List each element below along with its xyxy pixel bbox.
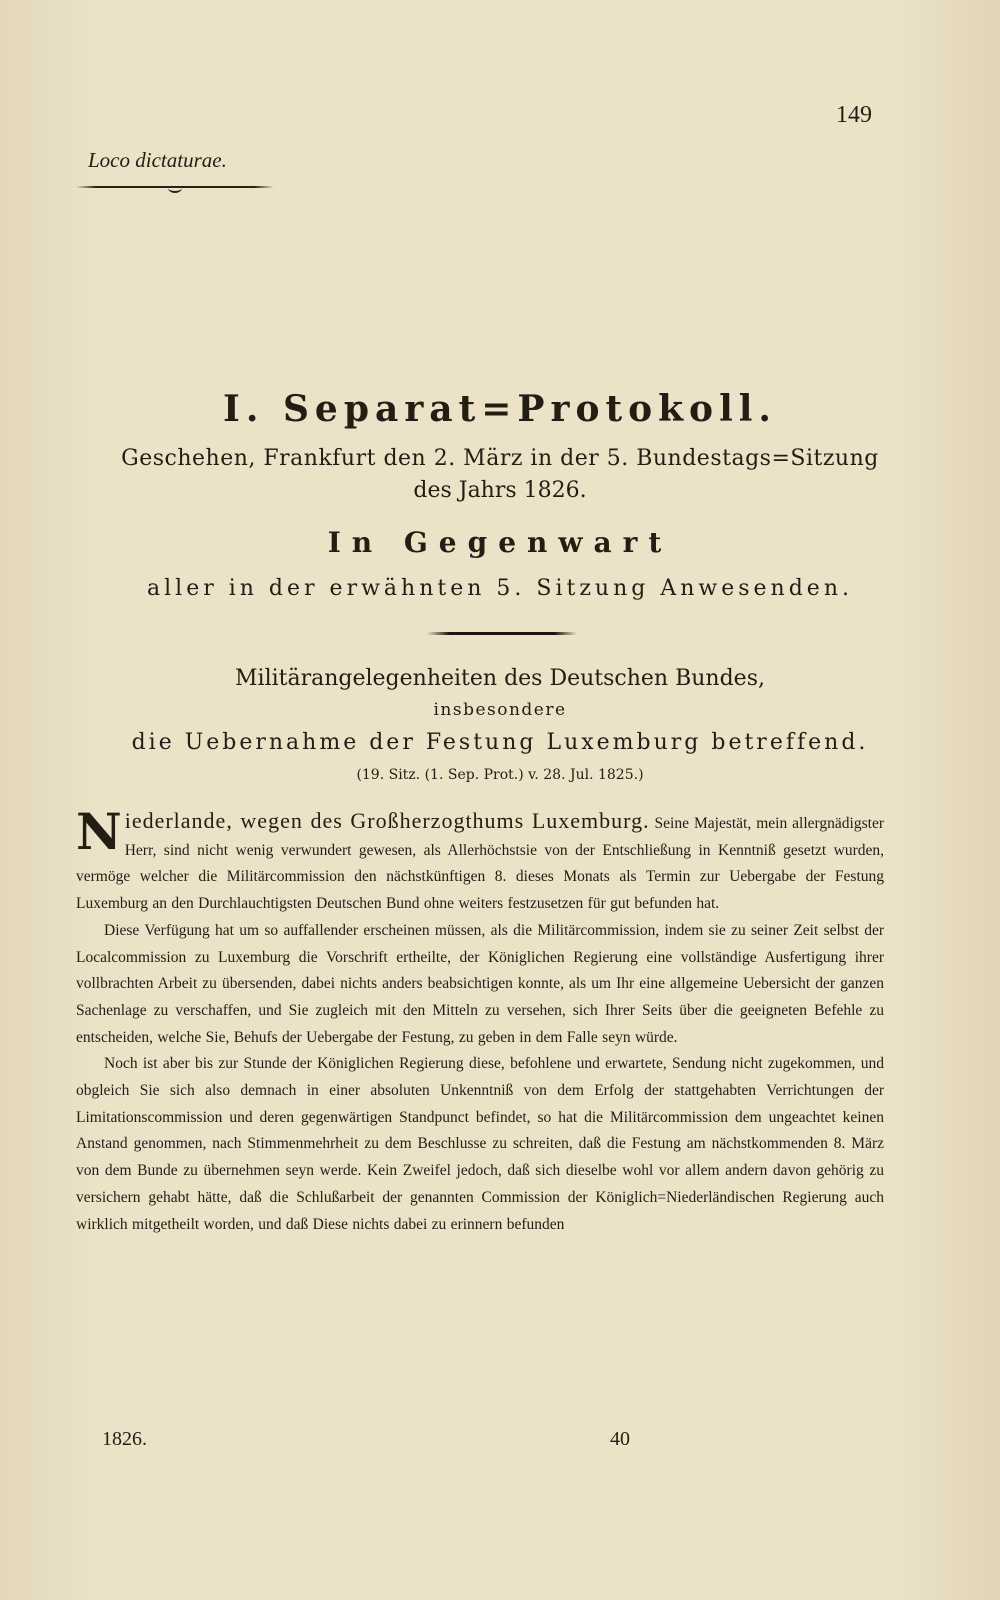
section-reference: (19. Sitz. (1. Sep. Prot.) v. 28. Jul. 1825.) <box>356 767 644 783</box>
marginal-note: Loco dictaturae. <box>88 148 227 172</box>
footer-year: 1826. <box>102 1428 147 1450</box>
protocol-year-line: des Jahrs 1826. <box>413 478 587 503</box>
drop-cap: N <box>76 802 122 861</box>
paragraph-1-text: Seine Majestät, mein allergnädigster Herr, sind nicht wenig verwundert gewesen, als Allerhöchstsie von der Entschließung in Kenntniß gesetzt wurden, vermöge welcher die Militärcommission den nächstkünftigen 8. dieses Monats als Termin zur Uebergabe der Festung Luxemburg an den Durchlauchtigsten Deutschen Bund ohne weiters festzusetzen für gut befunden hat. <box>76 815 884 913</box>
signature-mark: 40 <box>610 1428 630 1450</box>
section-divider <box>427 632 577 635</box>
section-title: Militärangelegenheiten des Deutschen Bundes, <box>235 666 765 691</box>
presence-heading: In Gegenwart <box>327 526 673 559</box>
paragraph-2: Diese Verfügung hat um so auffallender erscheinen müssen, als die Militärcommission, indem sie zu seiner Zeit selbst der Localcommission zu Luxemburg die Vorschrift ertheilte, der Königlichen Regierung eine vollständige Ausfertigung ihrer vollbrachten Arbeit zu übersenden, dabei nichts anders beabsichtigen konnte, als um Ihr eine allgemeine Uebersicht der ganzen Sachenlage zu verschaffen, und Sie zugleich mit den Mitteln zu versehen, sich Ihrer Seits über die geeigneten Befehle zu entscheiden, welche Sie, Behufs der Uebergabe der Festung, zu geben in dem Falle seyn würde. <box>76 921 884 1046</box>
protocol-date-line: Geschehen, Frankfurt den 2. März in der 5. Bundestags=Sitzung <box>121 446 879 471</box>
page-number: 149 <box>836 102 872 128</box>
section-subject: die Uebernahme der Festung Luxemburg betreffend. <box>131 730 869 755</box>
protocol-title: I. Separat=Protokoll. <box>223 388 777 430</box>
body-text <box>76 802 884 1238</box>
paragraph-3: Noch ist aber bis zur Stunde der Königlichen Regierung diese, befohlene und erwartete, Sendung nicht zugekommen, und obgleich Sie sich also demnach in einer absoluten Unkenntniß von dem Erfolg der stattgehabten Verrichtungen der Limitationscommission und deren gegenwärtigen Standpunct befindet, so hat die Militärcommission dem ungeachtet keinen Anstand genommen, nach Stimmenmehrheit zu dem Beschlusse zu schreiten, daß die Festung am nächstkommenden 8. März von dem Bunde zu übernehmen seyn werde. Kein Zweifel jedoch, daß sich dieselbe wohl vor allem andern davon gehörig zu versichern gehabt hätte, daß die Schlußarbeit der genannten Commission der Königlich=Niederländischen Regierung auch wirklich mitgetheilt worden, und daß Diese nichts dabei zu erinnern befunden <box>76 1055 884 1233</box>
paragraph-1 <box>76 802 884 918</box>
section-connector: insbesondere <box>433 700 567 720</box>
lead-words: iederlande, wegen des Großherzogthums Luxemburg. <box>124 808 650 833</box>
presence-subline: aller in der erwähnten 5. Sitzung Anwesenden. <box>147 576 853 601</box>
marginal-ornament-rule <box>76 182 274 192</box>
